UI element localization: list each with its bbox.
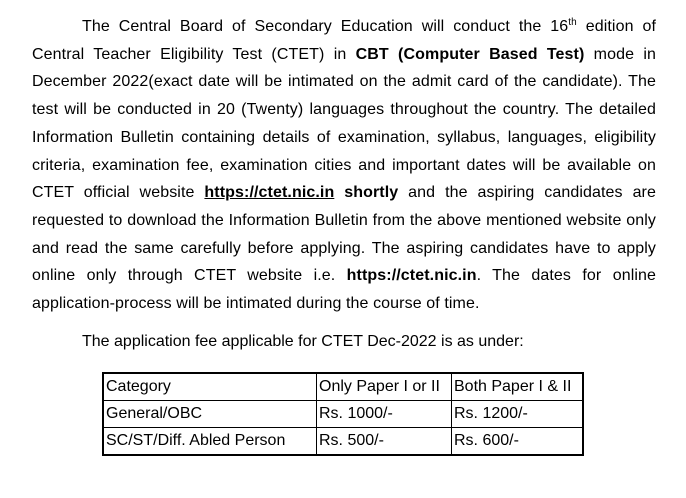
fee-intro: The application fee applicable for CTET Dec-2022 is as under: [82, 333, 524, 350]
table-row [103, 428, 583, 456]
table-header-row [103, 373, 583, 401]
fee-table [102, 372, 584, 456]
notice-text-closing: . The dates for online application-process will be intimated during the course of time. [32, 267, 656, 313]
table-row [103, 401, 583, 428]
notice-paragraph [32, 13, 656, 318]
single-paper-fee-cell: Rs. 500/- [317, 428, 452, 456]
both-papers-fee-cell: Rs. 1200/- [452, 401, 584, 428]
single-paper-fee-cell: Rs. 1000/- [317, 401, 452, 428]
ordinal-suffix: th [568, 17, 577, 28]
exam-mode: CBT (Computer Based Test) [355, 45, 585, 63]
notice-text-intro: The Central Board of Secondary Education will conduct the 16 [82, 18, 569, 35]
category-cell: General/OBC [103, 401, 317, 428]
notice-text-instructions: and the aspiring candidates are requested to download the Information Bulletin from the above mentioned website only and read the same carefully before applying. The aspiring candidates have to apply online only through CTET website i.e. [32, 184, 656, 285]
header-single-paper: Only Paper I or II [317, 373, 452, 401]
header-category: Category [103, 373, 317, 401]
category-cell: SC/ST/Diff. Abled Person [103, 428, 317, 456]
notice-text-test-name: edition of Central Teacher Eligibility Test (CTET) in [32, 18, 657, 63]
shortly-emphasis: shortly [344, 184, 399, 202]
ctet-website-link[interactable]: https://ctet.nic.in [204, 184, 335, 202]
notice-text-details: mode in December 2022(exact date will be intimated on the admit card of the candidate). The test will be conducted in 20 (Twenty) languages throughout the country. The detailed Information Bulletin containing details of examination, syllabus, languages, eligibility criteria, examination fee, examination cities and important dates will be available on CTET official website [32, 45, 656, 202]
ctet-website-text: https://ctet.nic.in [346, 267, 477, 285]
both-papers-fee-cell: Rs. 600/- [452, 428, 584, 456]
header-both-papers: Both Paper I & II [452, 373, 584, 401]
